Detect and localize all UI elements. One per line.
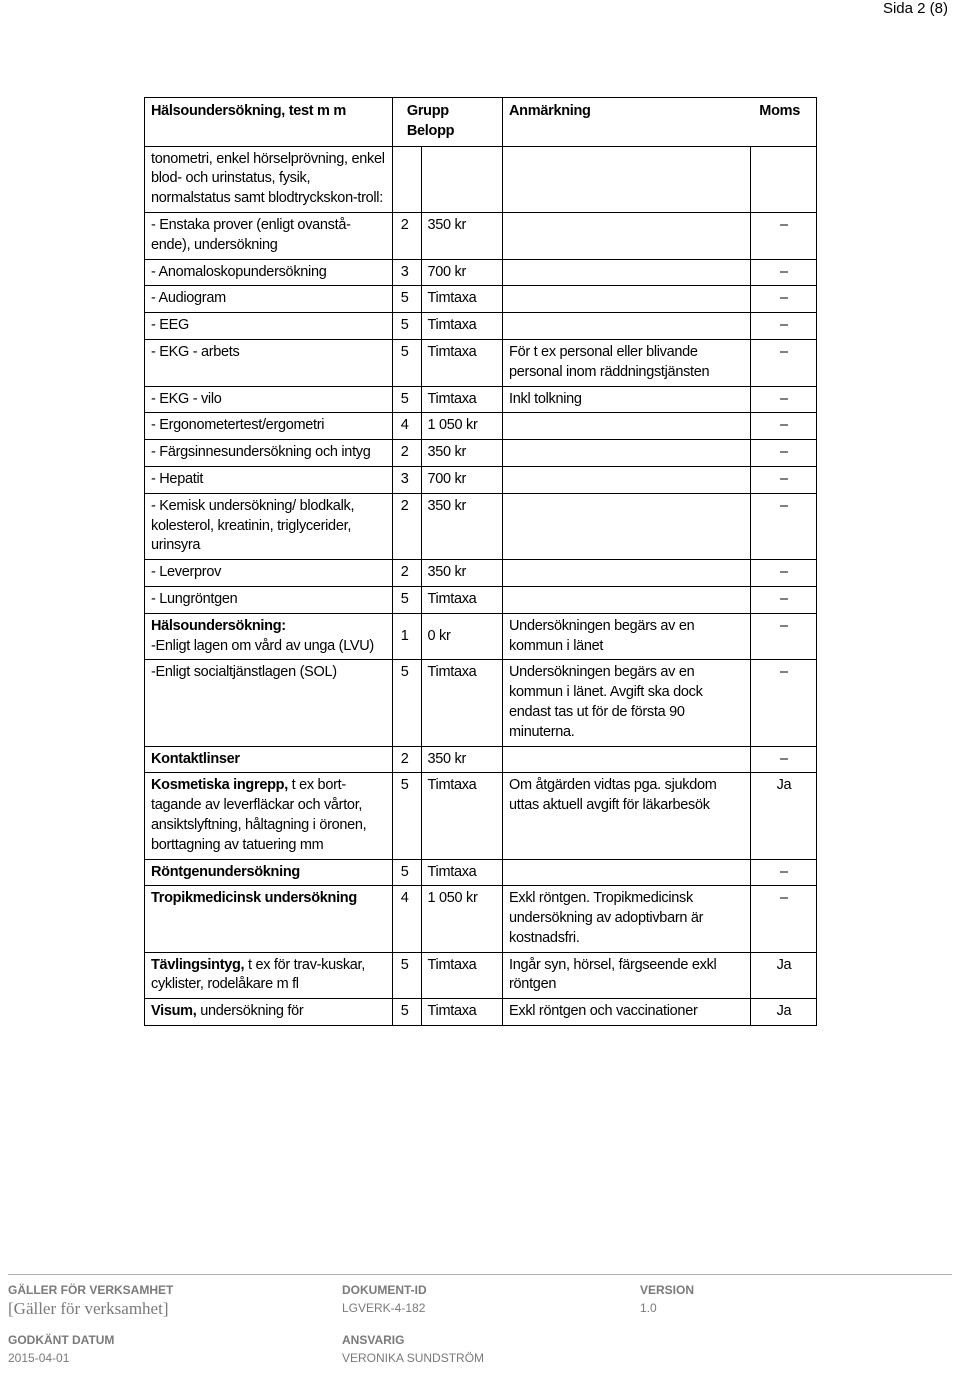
- cell-description-text: - Leverprov: [151, 564, 222, 581]
- cell-grupp: 2: [392, 746, 421, 773]
- header-anm-moms: [503, 98, 817, 147]
- table-row: [145, 493, 817, 559]
- header-grupp-belopp: [392, 98, 502, 147]
- cell-grupp: 5: [392, 313, 421, 340]
- cell-grupp: 5: [392, 859, 421, 886]
- table-row: [145, 466, 817, 493]
- table-row: [145, 746, 817, 773]
- cell-belopp: Timtaxa: [421, 999, 503, 1026]
- cell-belopp: Timtaxa: [421, 386, 503, 413]
- footer-document-id: [342, 1275, 427, 1315]
- table-row: [145, 586, 817, 613]
- page-number: Sida 2 (8): [882, 0, 948, 17]
- cell-description: [145, 886, 393, 952]
- cell-moms: –: [750, 493, 816, 559]
- fee-table: [144, 97, 817, 1026]
- footer-valid-for: [8, 1275, 173, 1319]
- cell-moms: –: [750, 259, 816, 286]
- cell-description-heading: Kontaktlinser: [151, 750, 240, 767]
- cell-grupp: 5: [392, 773, 421, 859]
- cell-moms: –: [750, 859, 816, 886]
- table-row: [145, 212, 817, 259]
- cell-belopp: 350 kr: [421, 493, 503, 559]
- cell-description-text: t ex för trav-kuskar, cyklister, rodelåkare m fl: [151, 956, 366, 993]
- cell-description-text: - EKG - vilo: [151, 390, 222, 407]
- header-belopp: Belopp: [406, 122, 455, 139]
- cell-description-text: - Lungröntgen: [151, 590, 238, 607]
- cell-anmarkning: Undersökningen begärs av en kommun i länet. Avgift ska dock endast tas ut för de första 90 minuterna.: [503, 660, 751, 746]
- cell-moms: –: [750, 560, 816, 587]
- footer-responsible: [342, 1325, 484, 1365]
- cell-grupp: 2: [392, 493, 421, 559]
- footer-document-id-value: LGVERK-4-182: [342, 1301, 426, 1315]
- footer-row-1: [8, 1275, 952, 1325]
- cell-description-text: - EKG - arbets: [151, 343, 240, 360]
- cell-grupp: [392, 146, 421, 212]
- cell-belopp: 0 kr: [421, 613, 503, 660]
- footer-valid-for-value: [Gäller för verksamhet]: [8, 1299, 169, 1318]
- cell-moms: –: [750, 586, 816, 613]
- footer-document-id-label: DOKUMENT-ID: [342, 1283, 427, 1297]
- cell-belopp: 1 050 kr: [421, 413, 503, 440]
- cell-description: [145, 212, 393, 259]
- cell-anmarkning: [503, 259, 751, 286]
- cell-anmarkning: [503, 146, 751, 212]
- footer-version-value: 1.0: [640, 1301, 657, 1315]
- cell-anmarkning: [503, 493, 751, 559]
- cell-description: [145, 313, 393, 340]
- cell-description-text: -Enligt socialtjänstlagen (SOL): [151, 664, 337, 681]
- cell-description: [145, 339, 393, 386]
- cell-grupp: 5: [392, 999, 421, 1026]
- cell-grupp: 5: [392, 586, 421, 613]
- cell-anmarkning: Inkl tolkning: [503, 386, 751, 413]
- cell-grupp: 4: [392, 886, 421, 952]
- cell-belopp: 350 kr: [421, 212, 503, 259]
- cell-grupp: 5: [392, 386, 421, 413]
- cell-description: [145, 146, 393, 212]
- cell-grupp: 3: [392, 466, 421, 493]
- cell-description-text: undersökning för: [196, 1003, 304, 1020]
- cell-moms: –: [750, 212, 816, 259]
- cell-description: [145, 999, 393, 1026]
- table-row: [145, 440, 817, 467]
- cell-belopp: 1 050 kr: [421, 886, 503, 952]
- cell-grupp: 5: [392, 660, 421, 746]
- footer-version-label: VERSION: [640, 1283, 695, 1297]
- cell-description: [145, 773, 393, 859]
- header-grupp: Grupp: [406, 103, 449, 119]
- cell-description: [145, 660, 393, 746]
- cell-anmarkning: [503, 286, 751, 313]
- cell-grupp: 4: [392, 413, 421, 440]
- footer-version: [640, 1275, 694, 1315]
- document-footer: [8, 1274, 952, 1375]
- cell-description: [145, 613, 393, 660]
- cell-moms: –: [750, 286, 816, 313]
- cell-anmarkning: [503, 313, 751, 340]
- header-moms: Moms: [759, 103, 800, 119]
- cell-belopp: Timtaxa: [421, 339, 503, 386]
- footer-approved-label: GODKÄNT DATUM: [8, 1333, 115, 1347]
- cell-description: [145, 586, 393, 613]
- cell-anmarkning: Exkl röntgen och vaccinationer: [503, 999, 751, 1026]
- cell-moms: –: [750, 313, 816, 340]
- cell-description-text: -Enligt lagen om vård av unga (LVU): [151, 637, 374, 654]
- cell-moms: –: [750, 386, 816, 413]
- cell-anmarkning: [503, 859, 751, 886]
- cell-belopp: 350 kr: [421, 440, 503, 467]
- footer-row-2: [8, 1325, 952, 1375]
- cell-anmarkning: För t ex personal eller blivande personal inom räddningstjänsten: [503, 339, 751, 386]
- table-row: [145, 660, 817, 746]
- cell-belopp: Timtaxa: [421, 773, 503, 859]
- table-row: [145, 286, 817, 313]
- cell-grupp: 5: [392, 952, 421, 999]
- cell-anmarkning: [503, 746, 751, 773]
- cell-grupp: 2: [392, 440, 421, 467]
- cell-description-text: - Färgsinnesundersökning och intyg: [151, 444, 371, 461]
- cell-belopp: Timtaxa: [421, 286, 503, 313]
- cell-moms: –: [750, 746, 816, 773]
- cell-grupp: 1: [392, 613, 421, 660]
- cell-description-text: - Enstaka prover (enligt ovanstå-ende), undersökning: [151, 216, 351, 253]
- cell-moms: Ja: [750, 773, 816, 859]
- cell-description-heading: Tropikmedicinsk undersökning: [151, 890, 357, 907]
- cell-description: [145, 386, 393, 413]
- cell-belopp: 350 kr: [421, 746, 503, 773]
- table-row: [145, 613, 817, 660]
- cell-anmarkning: [503, 413, 751, 440]
- table-row: [145, 413, 817, 440]
- cell-description-text: - Kemisk undersökning/ blodkalk, kolesterol, kreatinin, triglycerider, urinsyra: [151, 497, 355, 554]
- cell-description: [145, 859, 393, 886]
- cell-belopp: 350 kr: [421, 560, 503, 587]
- cell-description: [145, 560, 393, 587]
- header-anmarkning: Anmärkning: [509, 103, 591, 119]
- cell-moms: Ja: [750, 952, 816, 999]
- header-description: Hälsoundersökning, test m m: [145, 98, 393, 147]
- table-row: [145, 259, 817, 286]
- footer-valid-for-label: GÄLLER FÖR VERKSAMHET: [8, 1283, 174, 1297]
- cell-anmarkning: [503, 440, 751, 467]
- cell-moms: –: [750, 466, 816, 493]
- cell-description-text: - Ergonometertest/ergometri: [151, 417, 325, 434]
- cell-belopp: Timtaxa: [421, 586, 503, 613]
- cell-description: [145, 466, 393, 493]
- table-row: [145, 952, 817, 999]
- cell-description-heading: Visum,: [151, 1003, 197, 1020]
- table-row: [145, 999, 817, 1026]
- footer-responsible-label: ANSVARIG: [342, 1333, 405, 1347]
- cell-description: [145, 493, 393, 559]
- cell-belopp: [421, 146, 503, 212]
- cell-moms: –: [750, 613, 816, 660]
- table-row: [145, 313, 817, 340]
- cell-grupp: 2: [392, 212, 421, 259]
- cell-description-text: tonometri, enkel hörselprövning, enkel blod- och urinstatus, fysik, normalstatus samt blodtryckskon-troll:: [151, 150, 385, 207]
- table-row: [145, 146, 817, 212]
- cell-moms: –: [750, 440, 816, 467]
- cell-belopp: Timtaxa: [421, 660, 503, 746]
- cell-belopp: Timtaxa: [421, 952, 503, 999]
- cell-moms: –: [750, 886, 816, 952]
- cell-moms: –: [750, 339, 816, 386]
- table-row: [145, 386, 817, 413]
- cell-description-text: - Audiogram: [151, 290, 226, 307]
- cell-description-text: t ex bort-tagande av leverfläckar och vårtor, ansiktslyftning, håltagning i öronen, borttagning av tatuering mm: [151, 777, 367, 853]
- table-row: [145, 859, 817, 886]
- footer-approved-value: 2015-04-01: [8, 1351, 70, 1365]
- cell-grupp: 5: [392, 286, 421, 313]
- cell-description-heading: Hälsoundersökning:: [151, 617, 286, 634]
- table-row: [145, 886, 817, 952]
- cell-description-heading: Tävlingsintyg,: [151, 956, 245, 973]
- cell-description: [145, 746, 393, 773]
- cell-belopp: 700 kr: [421, 466, 503, 493]
- cell-anmarkning: Undersökningen begärs av en kommun i länet: [503, 613, 751, 660]
- cell-anmarkning: [503, 586, 751, 613]
- cell-description: [145, 952, 393, 999]
- footer-approved: [8, 1325, 114, 1365]
- cell-grupp: 3: [392, 259, 421, 286]
- cell-description: [145, 286, 393, 313]
- cell-anmarkning: Om åtgärden vidtas pga. sjukdom uttas aktuell avgift för läkarbesök: [503, 773, 751, 859]
- table-row: [145, 773, 817, 859]
- table-header-row: [145, 98, 817, 147]
- cell-description: [145, 413, 393, 440]
- cell-description: [145, 259, 393, 286]
- cell-anmarkning: [503, 466, 751, 493]
- cell-moms: [750, 146, 816, 212]
- footer-responsible-value: VERONIKA SUNDSTRÖM: [342, 1351, 485, 1365]
- cell-description-text: - Hepatit: [151, 470, 204, 487]
- table-body: [145, 146, 817, 1025]
- cell-grupp: 5: [392, 339, 421, 386]
- cell-moms: Ja: [750, 999, 816, 1026]
- table-row: [145, 339, 817, 386]
- cell-description-text: - Anomaloskopundersökning: [151, 263, 327, 280]
- cell-belopp: 700 kr: [421, 259, 503, 286]
- cell-description-heading: Kosmetiska ingrepp,: [151, 777, 288, 794]
- cell-belopp: Timtaxa: [421, 859, 503, 886]
- cell-moms: –: [750, 660, 816, 746]
- cell-anmarkning: [503, 560, 751, 587]
- cell-description-text: - EEG: [151, 317, 189, 334]
- cell-description-heading: Röntgenundersökning: [151, 863, 300, 880]
- cell-anmarkning: Ingår syn, hörsel, färgseende exkl röntgen: [503, 952, 751, 999]
- cell-anmarkning: Exkl röntgen. Tropikmedicinsk undersökning av adoptivbarn är kostnadsfri.: [503, 886, 751, 952]
- table-row: [145, 560, 817, 587]
- cell-anmarkning: [503, 212, 751, 259]
- cell-moms: –: [750, 413, 816, 440]
- cell-description: [145, 440, 393, 467]
- cell-grupp: 2: [392, 560, 421, 587]
- cell-belopp: Timtaxa: [421, 313, 503, 340]
